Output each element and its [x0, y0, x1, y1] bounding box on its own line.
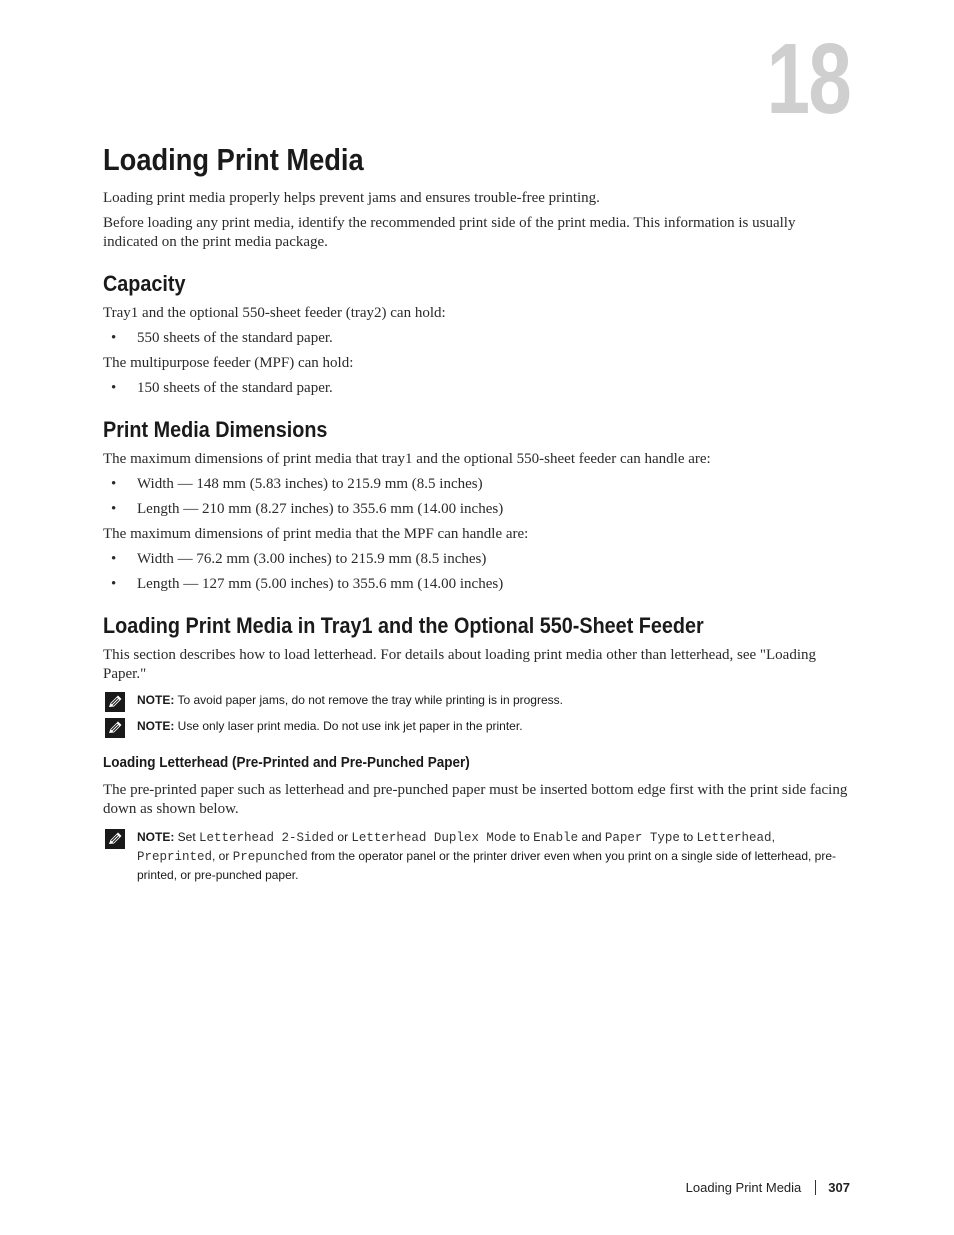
note-text: To avoid paper jams, do not remove the tray while printing is in progress.: [174, 693, 563, 707]
capacity-heading: Capacity: [103, 271, 186, 296]
dimensions-heading: Print Media Dimensions: [103, 417, 328, 442]
note-text: ,: [771, 830, 775, 844]
intro-paragraph-1: Loading print media properly helps prevent jams and ensures trouble-free printing.: [103, 190, 600, 206]
note-label: NOTE:: [137, 830, 175, 844]
page-number: 307: [828, 1180, 850, 1195]
code-letterhead: Letterhead: [696, 831, 772, 845]
code-paper-type: Paper Type: [604, 831, 680, 845]
intro-paragraph-2: Before loading any print media, identify the recommended print side of the print media. This information is usually indicated on the print media package.: [103, 215, 796, 250]
note-pencil-icon: [105, 718, 125, 738]
code-letterhead-duplex-mode: Letterhead Duplex Mode: [351, 831, 517, 845]
note-text: and: [578, 830, 605, 844]
note-letterhead-settings: [103, 828, 853, 884]
note-text: from the operator panel or the printer driver even when you print on a single side of letterhead, pre-printed, or pre-punched paper.: [137, 849, 837, 882]
capacity-mpf-bullet: • 150 sheets of the standard paper.: [103, 379, 853, 398]
note-tray-removal: [103, 691, 853, 709]
note-pencil-icon: [105, 829, 125, 849]
note-label: NOTE:: [137, 719, 175, 733]
code-preprinted: Preprinted: [137, 850, 213, 864]
note-text: , or: [212, 849, 233, 863]
note-label: NOTE:: [137, 693, 175, 707]
note-text: to: [516, 830, 534, 844]
dimensions-mpf-width: • Width — 76.2 mm (3.00 inches) to 215.9 mm (8.5 inches): [103, 550, 853, 569]
code-letterhead-2-sided: Letterhead 2-Sided: [199, 831, 335, 845]
capacity-tray-text: Tray1 and the optional 550-sheet feeder (tray2) can hold:: [103, 305, 446, 321]
page-title: Loading Print Media: [103, 142, 364, 177]
note-text: Set: [174, 830, 200, 844]
note-text: or: [334, 830, 352, 844]
loading-text: This section describes how to load letterhead. For details about loading print media other than letterhead, see "Loading Paper.": [103, 647, 816, 682]
dimensions-tray-length: • Length — 210 mm (8.27 inches) to 355.6 mm (14.00 inches): [103, 500, 853, 519]
letterhead-heading: Loading Letterhead (Pre-Printed and Pre-Punched Paper): [103, 754, 470, 771]
page-content: [103, 140, 853, 884]
footer-section-title: Loading Print Media: [685, 1180, 802, 1195]
note-pencil-icon: [105, 692, 125, 712]
dimensions-tray-width: • Width — 148 mm (5.83 inches) to 215.9 mm (8.5 inches): [103, 475, 853, 494]
letterhead-text: The pre-printed paper such as letterhead and pre-punched paper must be inserted bottom edge first with the print side facing down as shown below.: [103, 782, 848, 817]
note-text: Use only laser print media. Do not use ink jet paper in the printer.: [174, 719, 523, 733]
chapter-number: 18: [766, 23, 850, 135]
footer-divider: [815, 1180, 816, 1195]
dimensions-mpf-length: • Length — 127 mm (5.00 inches) to 355.6 mm (14.00 inches): [103, 575, 853, 594]
capacity-mpf-text: The multipurpose feeder (MPF) can hold:: [103, 355, 354, 371]
note-laser-media: [103, 717, 853, 735]
code-enable: Enable: [533, 831, 579, 845]
page-footer: [686, 1180, 850, 1195]
code-prepunched: Prepunched: [232, 850, 308, 864]
note-text: to: [679, 830, 697, 844]
loading-heading: Loading Print Media in Tray1 and the Optional 550-Sheet Feeder: [103, 613, 704, 638]
capacity-tray-bullet: • 550 sheets of the standard paper.: [103, 329, 853, 348]
dimensions-tray-text: The maximum dimensions of print media that tray1 and the optional 550-sheet feeder can handle are:: [103, 451, 711, 467]
dimensions-mpf-text: The maximum dimensions of print media that the MPF can handle are:: [103, 526, 529, 542]
